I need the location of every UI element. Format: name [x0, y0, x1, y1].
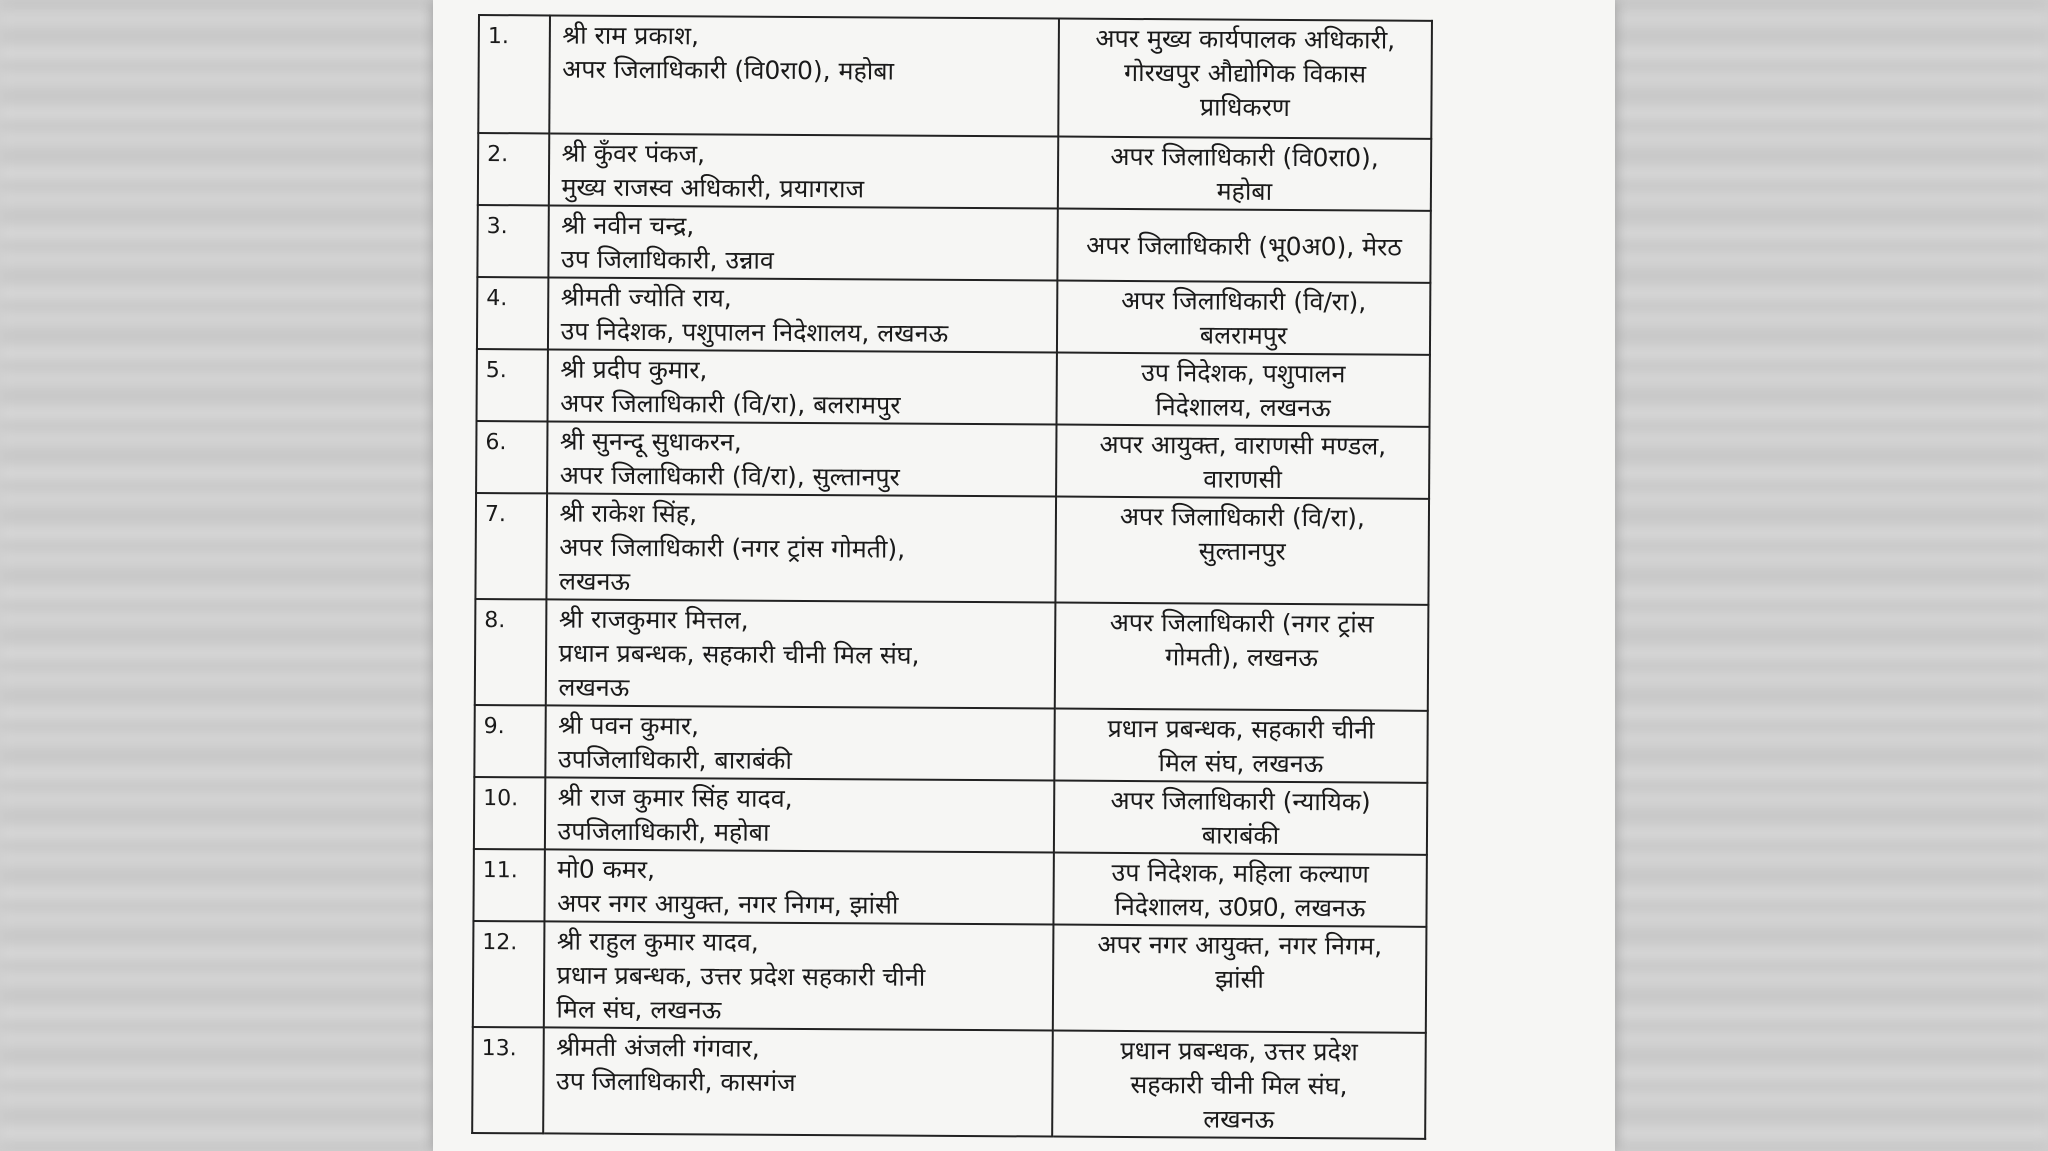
- current-posting-line: अपर जिलाधिकारी (वि/रा), बलरामपुर: [560, 388, 901, 420]
- current-posting-cell: [547, 349, 1057, 424]
- table-row: [474, 705, 1427, 783]
- officer-name: श्रीमती अंजली गंगवार,: [556, 1032, 760, 1063]
- blurred-background-right: [1615, 0, 2048, 1151]
- table-row: [477, 205, 1430, 283]
- current-posting-line: उप जिलाधिकारी, उन्नाव: [560, 244, 774, 275]
- new-posting-cell: [1053, 925, 1427, 1033]
- new-posting-line: गोरखपुर औद्योगिक विकास: [1123, 57, 1367, 89]
- new-posting-cell: [1055, 497, 1429, 605]
- officer-name: श्री राज कुमार सिंह यादव,: [557, 782, 793, 813]
- document-page: [433, 0, 1615, 1151]
- current-posting-cell: [545, 705, 1055, 780]
- transfer-table: [471, 14, 1433, 1140]
- current-posting-line: लखनऊ: [559, 566, 631, 596]
- current-posting-line: अपर नगर आयुक्त, नगर निगम, झांसी: [557, 888, 899, 920]
- new-posting-line: अपर जिलाधिकारी (वि0रा0),: [1110, 141, 1379, 173]
- current-posting-cell: [544, 777, 1054, 852]
- new-posting-cell: [1054, 781, 1428, 855]
- officer-name: श्री प्रदीप कुमार,: [560, 354, 708, 385]
- new-posting-line: अपर जिलाधिकारी (वि/रा),: [1121, 285, 1367, 317]
- serial-number: 12.: [473, 921, 544, 1027]
- new-posting-line: बाराबंकी: [1201, 820, 1280, 850]
- current-posting-cell: [545, 599, 1055, 708]
- new-posting-line: सुल्तानपुर: [1198, 536, 1286, 566]
- new-posting-line: अपर आयुक्त, वाराणसी मण्डल,: [1099, 429, 1387, 461]
- new-posting-line: लखनऊ: [1203, 1104, 1275, 1134]
- serial-number: 2.: [478, 133, 549, 205]
- new-posting-line: अपर नगर आयुक्त, नगर निगम,: [1097, 929, 1383, 961]
- officer-name: श्री सुनन्दू सुधाकरन,: [559, 426, 742, 457]
- serial-number: 9.: [474, 705, 545, 777]
- blurred-background-left: [0, 0, 433, 1151]
- new-posting-line: उप निदेशक, महिला कल्याण: [1111, 857, 1369, 889]
- new-posting-line: प्रधान प्रबन्धक, सहकारी चीनी: [1107, 713, 1375, 745]
- new-posting-line: अपर जिलाधिकारी (भू0अ0), मेरठ: [1086, 230, 1402, 262]
- new-posting-cell: [1053, 853, 1427, 927]
- table-row: [473, 849, 1426, 927]
- serial-number: 6.: [476, 421, 547, 493]
- new-posting-cell: [1052, 1031, 1426, 1139]
- serial-number: 11.: [473, 849, 544, 921]
- current-posting-line: मिल संघ, लखनऊ: [556, 994, 722, 1025]
- serial-number: 3.: [477, 205, 548, 277]
- current-posting-line: उपजिलाधिकारी, बाराबंकी: [557, 744, 792, 775]
- new-posting-cell: [1056, 353, 1430, 427]
- officer-name: श्री राकेश सिंह,: [559, 498, 698, 529]
- new-posting-line: निदेशालय, उ0प्र0, लखनऊ: [1114, 891, 1366, 923]
- serial-number: 7.: [475, 493, 546, 599]
- current-posting-cell: [543, 1027, 1053, 1136]
- new-posting-line: महोबा: [1216, 176, 1273, 206]
- new-posting-cell: [1055, 603, 1429, 711]
- serial-number: 4.: [477, 277, 548, 349]
- serial-number: 13.: [472, 1027, 543, 1133]
- new-posting-cell: [1057, 209, 1431, 283]
- serial-number: 1.: [478, 15, 549, 133]
- current-posting-line: उप निदेशक, पशुपालन निदेशालय, लखनऊ: [560, 316, 949, 348]
- new-posting-line: अपर जिलाधिकारी (नगर ट्रांस: [1109, 607, 1374, 639]
- serial-number: 10.: [474, 777, 545, 849]
- new-posting-cell: [1054, 709, 1428, 783]
- table-row: [474, 777, 1427, 855]
- current-posting-cell: [549, 15, 1059, 136]
- current-posting-line: मुख्य राजस्व अधिकारी, प्रयागराज: [561, 172, 865, 204]
- new-posting-line: प्राधिकरण: [1199, 92, 1291, 122]
- table-row: [475, 599, 1429, 711]
- current-posting-line: अपर जिलाधिकारी (वि/रा), सुल्तानपुर: [559, 460, 900, 492]
- new-posting-line: सहकारी चीनी मिल संघ,: [1130, 1070, 1348, 1101]
- new-posting-line: झांसी: [1215, 964, 1265, 994]
- table-row: [478, 15, 1432, 139]
- table-row: [476, 421, 1429, 499]
- current-posting-cell: [544, 849, 1054, 924]
- new-posting-line: गोमती), लखनऊ: [1165, 642, 1319, 673]
- officer-name: मो0 कमर,: [557, 854, 656, 885]
- new-posting-line: निदेशालय, लखनऊ: [1155, 392, 1331, 423]
- table-row: [478, 133, 1431, 211]
- new-posting-line: बलरामपुर: [1199, 320, 1288, 350]
- current-posting-cell: [546, 493, 1056, 602]
- new-posting-line: अपर जिलाधिकारी (वि/रा),: [1119, 501, 1365, 533]
- current-posting-cell: [548, 133, 1058, 208]
- current-posting-cell: [543, 921, 1053, 1030]
- new-posting-line: अपर मुख्य कार्यपालक अधिकारी,: [1095, 23, 1396, 55]
- officer-name: श्री राम प्रकाश,: [562, 20, 700, 51]
- new-posting-line: उप निदेशक, पशुपालन: [1141, 358, 1346, 389]
- current-posting-cell: [548, 205, 1058, 280]
- serial-number: 8.: [475, 599, 546, 705]
- new-posting-cell: [1058, 137, 1432, 211]
- new-posting-line: अपर जिलाधिकारी (न्यायिक): [1110, 785, 1371, 817]
- table-row: [473, 921, 1427, 1033]
- current-posting-line: प्रधान प्रबन्धक, सहकारी चीनी मिल संघ,: [558, 638, 920, 670]
- new-posting-line: वाराणसी: [1203, 464, 1282, 494]
- current-posting-line: अपर जिलाधिकारी (वि0रा0), महोबा: [562, 54, 895, 86]
- officer-name: श्रीमती ज्योति राय,: [560, 282, 732, 313]
- current-posting-cell: [548, 277, 1058, 352]
- new-posting-cell: [1058, 19, 1432, 139]
- table-row: [472, 1027, 1426, 1139]
- officer-name: श्री पवन कुमार,: [558, 710, 700, 741]
- new-posting-line: प्रधान प्रबन्धक, उत्तर प्रदेश: [1120, 1035, 1358, 1067]
- current-posting-line: उपजिलाधिकारी, महोबा: [557, 816, 770, 847]
- officer-name: श्री कुँवर पंकज,: [561, 138, 706, 169]
- current-posting-cell: [547, 421, 1057, 496]
- officer-name: श्री राहुल कुमार यादव,: [556, 926, 759, 957]
- table-row: [477, 277, 1430, 355]
- new-posting-cell: [1057, 281, 1431, 355]
- table-row: [477, 349, 1430, 427]
- table-row: [475, 493, 1429, 605]
- serial-number: 5.: [477, 349, 548, 421]
- current-posting-line: अपर जिलाधिकारी (नगर ट्रांस गोमती),: [559, 532, 906, 564]
- current-posting-line: उप जिलाधिकारी, कासगंज: [555, 1066, 796, 1097]
- new-posting-cell: [1056, 425, 1430, 499]
- new-posting-line: मिल संघ, लखनऊ: [1158, 748, 1324, 779]
- current-posting-line: लखनऊ: [558, 672, 630, 702]
- officer-name: श्री नवीन चन्द्र,: [561, 210, 695, 241]
- officer-name: श्री राजकुमार मित्तल,: [558, 604, 749, 635]
- current-posting-line: प्रधान प्रबन्धक, उत्तर प्रदेश सहकारी चीनी: [556, 960, 926, 992]
